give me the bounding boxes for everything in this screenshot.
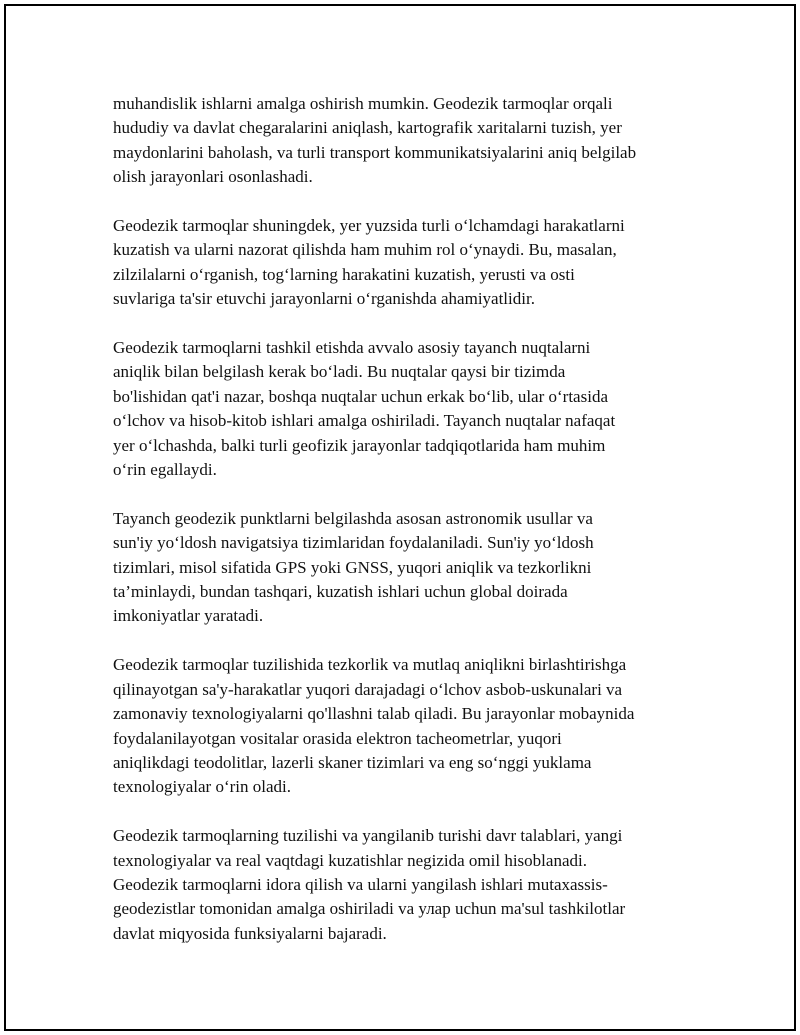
text-line: o‘lchov va hisob-kitob ishlari amalga oshiriladi. Tayanch nuqtalar nafaqat — [113, 411, 616, 431]
text-line: foydalanilayotgan vositalar orasida elektron tacheometrlar, yuqori — [113, 728, 562, 748]
paragraph-6 — [113, 824, 703, 946]
text-line: Geodezik tarmoqlarni tashkil etishda avvalo asosiy tayanch nuqtalarni — [113, 338, 591, 358]
text-line: yer o‘lchashda, balki turli geofizik jarayonlar tadqiqotlarida ham muhim — [113, 435, 606, 455]
text-line: hududiy va davlat chegaralarini aniqlash, kartografik xaritalarni tuzish, yer — [113, 118, 622, 138]
text-line: maydonlarini baholash, va turli transport kommunikatsiyalarini aniq belgilab — [113, 142, 637, 162]
text-line: zamonaviy texnologiyalarni qo'llashni talab qiladi. Bu jarayonlar mobaynida — [113, 704, 635, 724]
text-line: texnologiyalar va real vaqtdagi kuzatishlar negizida omil hisoblanadi. — [113, 850, 587, 870]
text-line: ta’minlaydi, bundan tashqari, kuzatish ishlari uchun global doirada — [113, 582, 568, 602]
text-line: bo'lishidan qat'i nazar, boshqa nuqtalar uchun erkak bo‘lib, ular o‘rtasida — [113, 386, 608, 406]
text-line: aniqlikdagi teodolitlar, lazerli skaner tizimlari va eng so‘nggi yuklama — [113, 752, 592, 772]
text-line: geodezistlar tomonidan amalga oshiriladi va улар uchun ma'sul tashkilotlar — [113, 899, 626, 919]
text-line: qilinayotgan sa'y-harakatlar yuqori darajadagi o‘lchov asbob-uskunalari va — [113, 679, 623, 699]
text-line: kuzatish va ularni nazorat qilishda ham muhim rol o‘ynaydi. Bu, masalan, — [113, 240, 617, 260]
text-line: Geodezik tarmoqlar shuningdek, yer yuzsida turli o‘lchamdagi harakatlarni — [113, 216, 625, 236]
text-line: aniqlik bilan belgilash kerak bo‘ladi. Bu nuqtalar qaysi bir tizimda — [113, 362, 566, 382]
text-line: texnologiyalar o‘rin oladi. — [113, 777, 291, 797]
text-line: zilzilalarni o‘rganish, tog‘larning harakatini kuzatish, yerusti va osti — [113, 264, 575, 284]
text-line: imkoniyatlar yaratadi. — [113, 606, 264, 626]
paragraph-2 — [113, 214, 703, 312]
document-body — [113, 92, 703, 971]
text-line: Geodezik tarmoqlar tuzilishida tezkorlik va mutlaq aniqlikni birlashtirishga — [113, 655, 627, 675]
paragraph-4 — [113, 507, 703, 629]
text-line: davlat miqyosida funksiyalarni bajaradi. — [113, 923, 387, 943]
paragraph-5 — [113, 653, 703, 799]
text-line: tizimlari, misol sifatida GPS yoki GNSS, yuqori aniqlik va tezkorlikni — [113, 557, 592, 577]
text-line: muhandislik ishlarni amalga oshirish mumkin. Geodezik tarmoqlar orqali — [113, 94, 613, 113]
paragraph-1 — [113, 92, 703, 190]
text-line: Tayanch geodezik punktlarni belgilashda asosan astronomik usullar va — [113, 508, 593, 528]
text-line: olish jarayonlari osonlashadi. — [113, 167, 313, 187]
text-line: Geodezik tarmoqlarning tuzilishi va yangilanib turishi davr talablari, yangi — [113, 826, 623, 846]
text-line: Geodezik tarmoqlarni idora qilish va ularni yangilash ishlari mutaxassis- — [113, 874, 608, 894]
text-line: suvlariga ta'sir etuvchi jarayonlarni o‘rganishda ahamiyatlidir. — [113, 289, 535, 309]
paragraph-3 — [113, 336, 703, 482]
text-line: o‘rin egallaydi. — [113, 460, 217, 480]
text-line: sun'iy yo‘ldosh navigatsiya tizimlaridan foydalaniladi. Sun'iy yo‘ldosh — [113, 533, 594, 553]
